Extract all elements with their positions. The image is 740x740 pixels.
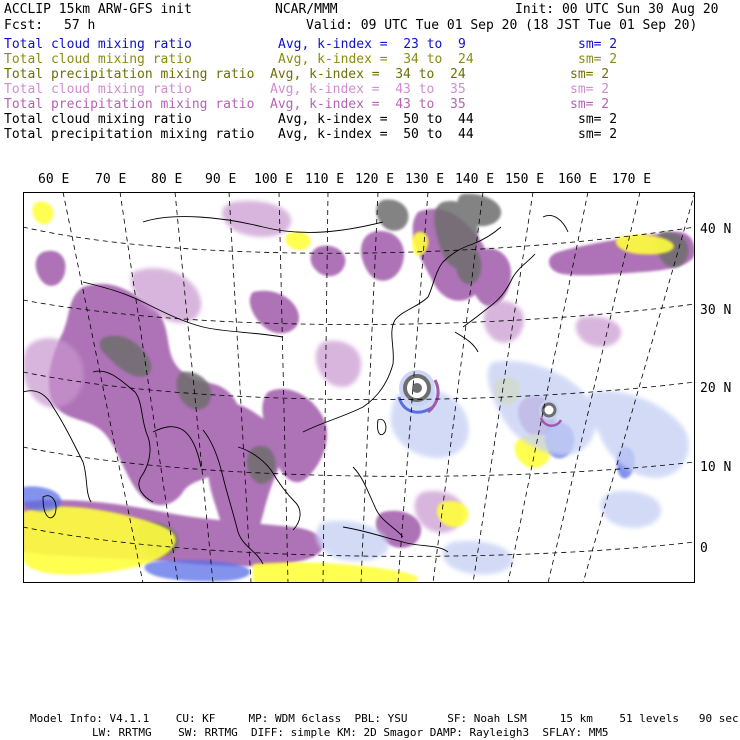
field-6-name: Total precipitation mixing ratio (4, 127, 255, 142)
lon-label: 160 E (558, 172, 598, 187)
field-0-name: Total cloud mixing ratio (4, 37, 192, 52)
field-5-avg: Avg, k-index = 50 to 44 (278, 112, 474, 127)
lon-label: 80 E (151, 172, 183, 187)
fcst-label: Fcst: (4, 18, 44, 33)
lon-label: 150 E (505, 172, 545, 187)
header-title: ACCLIP 15km ARW-GFS init (4, 2, 192, 17)
lon-label: 170 E (612, 172, 652, 187)
field-2-avg: Avg, k-index = 34 to 24 (270, 67, 466, 82)
lat-label: 10 N (700, 460, 732, 475)
field-6-avg: Avg, k-index = 50 to 44 (278, 127, 474, 142)
field-3-name: Total cloud mixing ratio (4, 82, 192, 97)
model-info-line2: LW: RRTMG SW: RRTMG DIFF: simple KM: 2D Smagor DAMP: Rayleigh3 SFLAY: MM5 (92, 726, 609, 739)
field-4-sm: sm= 2 (570, 97, 610, 112)
valid-time: Valid: 09 UTC Tue 01 Sep 20 (18 JST Tue 01 Sep 20) (306, 18, 698, 33)
field-1-avg: Avg, k-index = 34 to 24 (278, 52, 474, 67)
field-6-sm: sm= 2 (578, 127, 618, 142)
lon-label: 110 E (305, 172, 345, 187)
field-1-sm: sm= 2 (578, 52, 618, 67)
field-5-sm: sm= 2 (578, 112, 618, 127)
lat-label: 20 N (700, 381, 732, 396)
field-1-name: Total cloud mixing ratio (4, 52, 192, 67)
lon-label: 60 E (38, 172, 70, 187)
lat-label: 0 (700, 541, 708, 556)
lat-label: 40 N (700, 222, 732, 237)
lon-label: 140 E (455, 172, 495, 187)
field-5-name: Total cloud mixing ratio (4, 112, 192, 127)
field-4-avg: Avg, k-index = 43 to 35 (270, 97, 466, 112)
lon-label: 90 E (205, 172, 237, 187)
forecast-map (23, 192, 695, 583)
field-3-avg: Avg, k-index = 43 to 35 (270, 82, 466, 97)
model-info-line1: Model Info: V4.1.1 CU: KF MP: WDM 6class PBL: YSU SF: Noah LSM 15 km 51 levels 90 sec (30, 712, 739, 725)
lat-label: 30 N (700, 303, 732, 318)
header-init: Init: 00 UTC Sun 30 Aug 20 (515, 2, 719, 17)
fcst-value: 57 h (64, 18, 96, 33)
field-0-sm: sm= 2 (578, 37, 618, 52)
lon-label: 100 E (254, 172, 294, 187)
lon-label: 70 E (95, 172, 127, 187)
lon-label: 130 E (405, 172, 445, 187)
field-2-sm: sm= 2 (570, 67, 610, 82)
field-3-sm: sm= 2 (570, 82, 610, 97)
field-4-name: Total precipitation mixing ratio (4, 97, 255, 112)
lon-label: 120 E (355, 172, 395, 187)
field-2-name: Total precipitation mixing ratio (4, 67, 255, 82)
header-org: NCAR/MMM (275, 2, 338, 17)
field-0-avg: Avg, k-index = 23 to 9 (278, 37, 466, 52)
